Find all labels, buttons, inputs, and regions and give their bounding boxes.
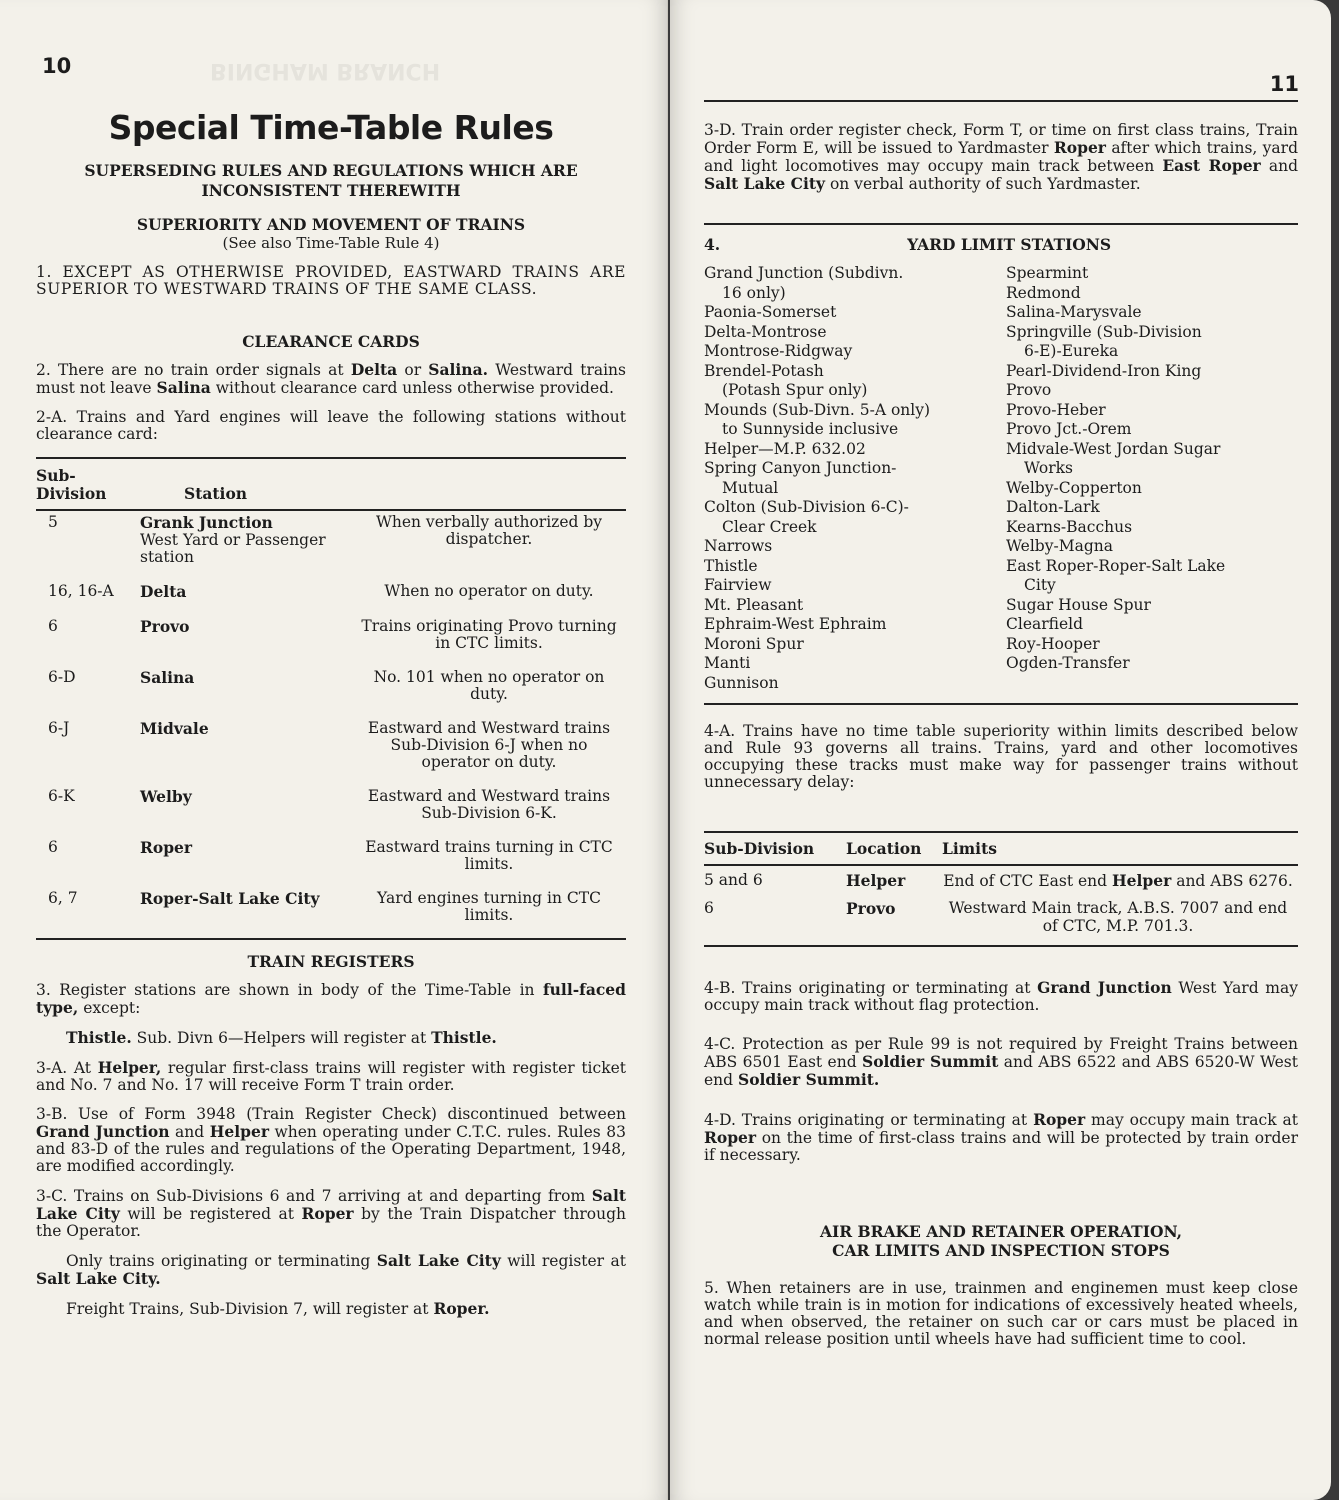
list-item: Pearl-Dividend-Iron King (1006, 361, 1202, 380)
rule-3C: 3-C. Trains on Sub-Divisions 6 and 7 arriving at and departing from Salt Lake City will be registered at Roper by the Train Dispatcher through the Operator. (36, 1186, 626, 1240)
col-header-station: Station (184, 484, 248, 503)
list-item: Redmond (1006, 283, 1081, 302)
cell-station: Grank Junction West Yard or Passenger station (140, 513, 326, 566)
list-item: (Potash Spur only) (722, 381, 868, 399)
top-rule (704, 100, 1298, 102)
limits-table (704, 833, 1298, 939)
list-item: Montrose-Ridgway (704, 342, 853, 360)
table-row (36, 785, 626, 836)
list-item: 16 only) (722, 283, 786, 302)
list-item: Welby-Copperton (1006, 478, 1142, 497)
list-item: Welby-Magna (1006, 537, 1113, 555)
cell-station: Provo (140, 617, 190, 636)
table-row (704, 865, 1298, 894)
superiority-subheading: (See also Time-Table Rule 4) (222, 234, 440, 252)
list-item: Springville (Sub-Division (1006, 322, 1202, 341)
rule-3B: 3-B. Use of Form 3948 (Train Register Check) discontinued between Grand Junction and Helper when operating under C.T.C. rules. Rules 83 and 83-D of the rules and regulations of the Operating Department, 1948, are modified accordingly. (36, 1105, 627, 1175)
cell-station: Roper-Salt Lake City (140, 889, 320, 908)
subtitle: SUPERSEDING RULES AND REGULATIONS WHICH ARE INCONSISTENT THEREWITH (84, 161, 578, 200)
cell-sub: 6 (48, 838, 58, 856)
list-item: to Sunnyside inclusive (722, 420, 899, 438)
rule-3: 3. Register stations are shown in body of the Time-Table in full-faced type, except: (36, 980, 626, 1017)
only-trains-note: Only trains originating or terminating Salt Lake City will register at Salt Lake City. (36, 1251, 626, 1288)
page-number: 10 (42, 54, 72, 78)
cell-note: No. 101 when no operator on duty. (373, 668, 605, 703)
list-item: Midvale-West Jordan Sugar (1006, 439, 1221, 458)
list-item: Mounds (Sub-Divn. 5-A only) (704, 400, 931, 419)
col-header-limits: Limits (942, 839, 997, 858)
list-item: Thistle (704, 556, 758, 575)
list-item: Moroni Spur (704, 634, 804, 653)
cell-station: Delta (140, 582, 187, 601)
rule-4B: 4-B. Trains originating or terminating at Grand Junction West Yard may occupy main track without flag protection. (704, 978, 1298, 1014)
list-item: Clear Creek (722, 517, 817, 536)
list-item: Spearmint (1006, 264, 1089, 282)
list-item: Mutual (722, 478, 779, 497)
list-item: Kearns-Bacchus (1006, 517, 1133, 536)
list-item: Mt. Pleasant (704, 595, 804, 614)
table-bottom-rule (36, 938, 626, 940)
table-row (36, 666, 626, 717)
air-brake-heading-1: AIR BRAKE AND RETAINER OPERATION, (819, 1222, 1183, 1241)
list-item: City (1024, 576, 1056, 594)
registers-heading: TRAIN REGISTERS (247, 952, 415, 971)
cell-note: When verbally authorized by dispatcher. (375, 513, 603, 548)
list-item: Brendel-Potash (704, 361, 824, 380)
cell-sub: 6, 7 (48, 889, 78, 907)
rule-3A: 3-A. At Helper, regular first-class trains will register with register ticket and No. 7 and No. 17 will receive Form T train order. (36, 1058, 626, 1094)
list-item: Roy-Hooper (1006, 634, 1100, 653)
list-item: Gunnison (704, 673, 779, 692)
list-item: Provo (1006, 381, 1052, 399)
yard-limit-heading: YARD LIMIT STATIONS (907, 235, 1112, 254)
cell-station: Midvale (140, 719, 209, 738)
table-row (704, 894, 1298, 939)
right-page (670, 0, 1331, 1500)
rule-2A: 2-A. Trains and Yard engines will leave the following stations without clearance card: (36, 408, 626, 443)
yard-limit-header (704, 235, 1298, 254)
cell-sub: 16, 16-A (48, 582, 114, 600)
cell-station: Roper (140, 838, 193, 857)
cell-sub: 6-K (48, 787, 75, 805)
cell-note: Eastward trains turning in CTC limits. (365, 838, 613, 873)
page-title: Special Time-Table Rules (108, 108, 554, 147)
freight-note: Freight Trains, Sub-Division 7, will register at Roper. (66, 1299, 490, 1318)
list-item: Spring Canyon Junction- (704, 459, 897, 477)
list-item: Ogden-Transfer (1006, 654, 1130, 672)
col-header-sub: Sub-Division (36, 466, 107, 503)
table-row (36, 615, 626, 666)
cell-location: Provo (846, 899, 896, 918)
table-row (36, 580, 626, 615)
list-item: Delta-Montrose (704, 322, 827, 341)
list-item: Manti (704, 654, 751, 672)
list-item: Grand Junction (Subdivn. (704, 264, 904, 282)
air-brake-heading-2: CAR LIMITS AND INSPECTION STOPS (832, 1241, 1170, 1260)
yard-limit-stations (704, 264, 1298, 693)
table-row (36, 836, 626, 887)
cell-limits: End of CTC East end Helper and ABS 6276. (943, 871, 1293, 890)
cell-note: Trains originating Provo turning in CTC limits. (361, 617, 617, 652)
list-item: Paonia-Somerset (704, 303, 837, 321)
list-item: Narrows (704, 537, 773, 555)
list-item: Fairview (704, 576, 772, 594)
page-number: 11 (1269, 72, 1299, 96)
right-column (704, 122, 1298, 1360)
rule-2: 2. There are no train order signals at Delta or Salina. Westward trains must not leave Salina without clearance card unless otherwise provided. (36, 360, 626, 397)
limits-table-bottom-rule (704, 945, 1298, 947)
left-page (0, 0, 668, 1500)
rule-3D: 3-D. Train order register check, Form T, or time on first class trains, Train Order Form E, will be issued to Yardmaster Roper after which trains, yard and light locomotives may occupy main track between East Roper and Salt Lake City on verbal authority of such Yardmaster. (704, 121, 1298, 193)
cell-sub: 6-J (48, 719, 70, 737)
table-row (36, 717, 626, 785)
cell-station: Salina (140, 668, 195, 687)
cell-location: Helper (846, 871, 906, 890)
cell-note: Eastward and Westward trains Sub-Division 6-K. (367, 787, 611, 822)
clearance-heading: CLEARANCE CARDS (242, 332, 420, 351)
cell-note: Yard engines turning in CTC limits. (377, 889, 601, 924)
clearance-table (36, 459, 626, 938)
list-item: 6-E)-Eureka (1024, 342, 1119, 360)
list-item: Colton (Sub-Division 6-C)- (704, 498, 909, 516)
list-item: Helper—M.P. 632.02 (704, 439, 866, 458)
cell-sub: 6-D (48, 668, 76, 686)
bleed-through-text: BINGHAM BRANCH (210, 58, 441, 83)
rule-4D: 4-D. Trains originating or terminating at Roper may occupy main track at Roper on the time of first-class trains and will be protected by train order if necessary. (704, 1110, 1298, 1164)
cell-sub: 5 (48, 513, 58, 531)
cell-note: Eastward and Westward trains Sub-Division 6-J when no operator on duty. (367, 719, 611, 771)
list-item: Ephraim-West Ephraim (704, 615, 887, 633)
table-row (36, 887, 626, 938)
list-item: Provo Jct.-Orem (1006, 420, 1132, 438)
yard-list-left (704, 264, 996, 693)
rule-divider (704, 223, 1298, 225)
rule-4-number: 4. (704, 235, 721, 254)
superiority-heading: SUPERIORITY AND MOVEMENT OF TRAINS (136, 215, 526, 234)
yard-list-right (996, 264, 1298, 693)
list-item: Dalton-Lark (1006, 498, 1100, 516)
list-item: East Roper-Roper-Salt Lake (1006, 556, 1226, 575)
list-item: Salina-Marysvale (1006, 303, 1142, 321)
cell-note: When no operator on duty. (384, 582, 594, 600)
cell-sub: 6 (704, 899, 714, 917)
left-column (36, 108, 626, 1330)
cell-limits: Westward Main track, A.B.S. 7007 and end of CTC, M.P. 701.3. (948, 899, 1288, 935)
list-item: Provo-Heber (1006, 400, 1106, 419)
col-header-location: Location (846, 839, 922, 858)
cell-sub: 5 and 6 (704, 871, 763, 889)
rule-4A: 4-A. Trains have no time table superiority within limits described below and Rule 93 governs all trains. Trains, yard and other locomotives occupying these tracks must make way for passenger trains without unnecessary delay: (704, 722, 1298, 791)
rule-5: 5. When retainers are in use, trainmen and enginemen must keep close watch while train is in motion for indications of excessively heated wheels, and when observed, the retainer on such car or cars must be placed in normal release position until wheels have had sufficient time to cool. (704, 1279, 1298, 1348)
cell-station: Welby (140, 787, 192, 806)
list-item: Clearfield (1006, 615, 1084, 633)
rule-1: 1. EXCEPT AS OTHERWISE PROVIDED, EASTWARD TRAINS ARE SUPERIOR TO WESTWARD TRAINS OF THE SAME CLASS. (36, 263, 626, 298)
list-item: Sugar House Spur (1006, 595, 1151, 614)
cell-sub: 6 (48, 617, 58, 635)
table-row (36, 510, 626, 580)
rule-divider (704, 703, 1298, 705)
rule-4C: 4-C. Protection as per Rule 99 is not required by Freight Trains between ABS 6501 East end Soldier Summit and ABS 6522 and ABS 6520-W West end Soldier Summit. (704, 1035, 1298, 1089)
list-item: Works (1024, 459, 1073, 477)
col-header-sub: Sub-Division (704, 839, 815, 858)
thistle-note: Thistle. Sub. Divn 6—Helpers will register at Thistle. (66, 1028, 497, 1047)
